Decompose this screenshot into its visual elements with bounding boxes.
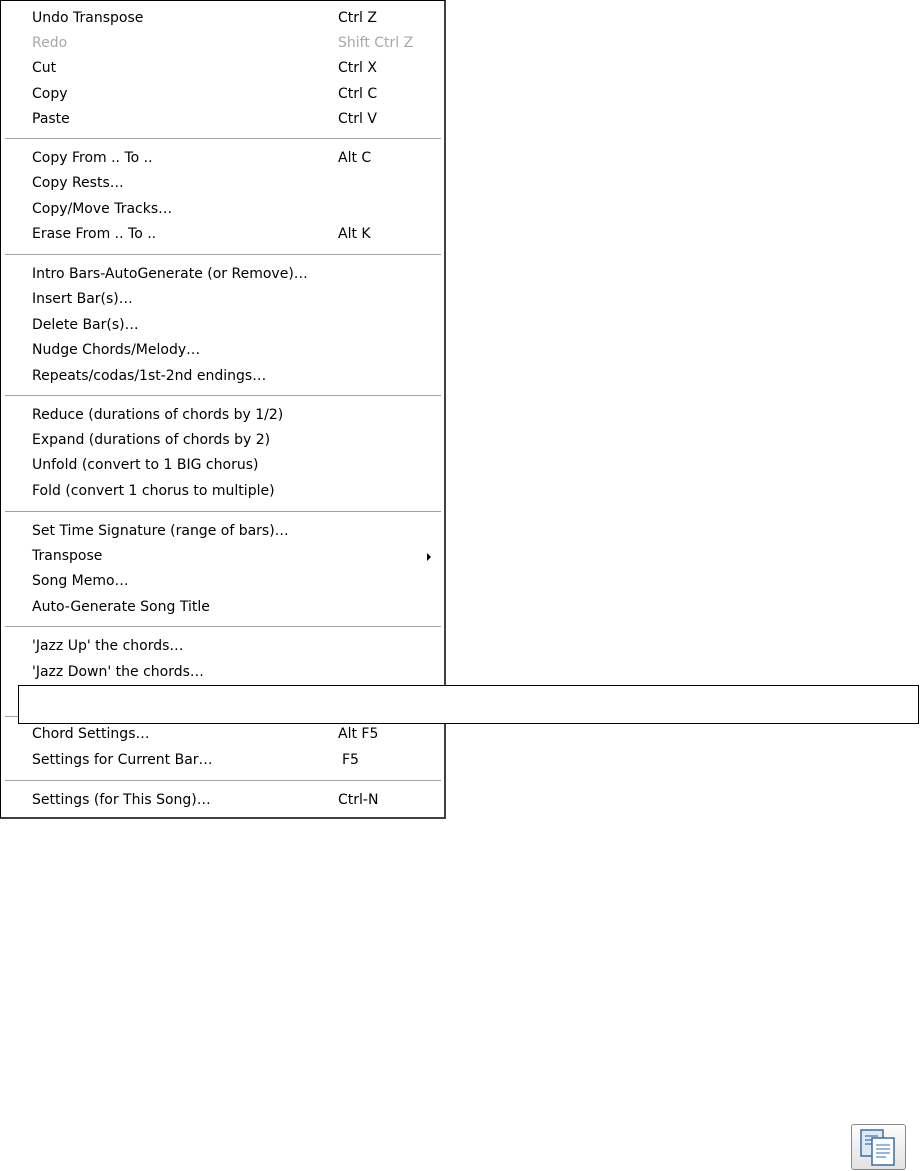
menu-item-label: Copy — [32, 86, 68, 102]
menu-item-copy-rests[interactable] — [5, 171, 441, 196]
menu-item-shortcut: Ctrl-N — [338, 792, 379, 808]
menu-item-undo[interactable] — [5, 6, 441, 31]
menu-item-erase-from-to[interactable] — [5, 222, 441, 247]
menu-item-label: Expand (durations of chords by 2) — [32, 432, 271, 448]
menu-item-label: Redo — [32, 35, 68, 51]
menu-item-settings-song[interactable] — [5, 788, 441, 813]
menu-item-label: Nudge Chords/Melody… — [32, 342, 201, 358]
menu-item-delete-bars[interactable] — [5, 313, 441, 338]
menu-item-shortcut: Alt C — [338, 150, 372, 166]
menu-item-copy[interactable] — [5, 82, 441, 107]
menu-item-label: Copy Rests… — [32, 175, 124, 191]
menu-item-shortcut: F5 — [342, 752, 359, 768]
menu-item-insert-bars[interactable] — [5, 287, 441, 312]
menu-item-set-time-signature[interactable] — [5, 519, 441, 544]
menu-item-shortcut: Alt F5 — [338, 726, 379, 742]
paste-button[interactable] — [851, 1124, 906, 1170]
menu-separator — [5, 780, 441, 782]
menu-item-label: Chord Settings… — [32, 726, 150, 742]
menu-item-label: Paste — [32, 111, 70, 127]
menu-item-label: Reduce (durations of chords by 1/2) — [32, 407, 284, 423]
menu-separator — [5, 138, 441, 140]
menu-item-paste[interactable] — [5, 107, 441, 132]
menu-separator — [5, 395, 441, 397]
menu-item-label: 'Jazz Up' the chords… — [32, 638, 184, 654]
menu-item-copy-from-to[interactable] — [5, 146, 441, 171]
menu-separator — [5, 511, 441, 513]
menu-item-copy-move-tracks[interactable] — [5, 197, 441, 222]
menu-item-label: Song Memo… — [32, 573, 129, 589]
menu-item-shortcut: Ctrl V — [338, 111, 377, 127]
menu-item-cut[interactable] — [5, 56, 441, 81]
menu-item-shortcut: Ctrl C — [338, 86, 378, 102]
menu-item-jazz-up[interactable] — [5, 634, 441, 659]
menu-item-label: Intro Bars-AutoGenerate (or Remove)… — [32, 266, 308, 282]
menu-item-label: 'Jazz Down' the chords… — [32, 664, 204, 680]
menu-item-shortcut: Alt K — [338, 226, 371, 242]
menu-item-label: Set Time Signature (range of bars)… — [32, 523, 289, 539]
empty-bordered-box — [18, 685, 919, 724]
menu-item-label: Repeats/codas/1st-2nd endings… — [32, 368, 267, 384]
menu-item-label: Copy/Move Tracks… — [32, 201, 173, 217]
menu-item-shortcut: Ctrl Z — [338, 10, 377, 26]
menu-item-label: Erase From .. To .. — [32, 226, 157, 242]
menu-item-shortcut: Shift Ctrl Z — [338, 35, 414, 51]
menu-separator — [5, 626, 441, 628]
menu-separator — [5, 254, 441, 256]
menu-item-label: Copy From .. To .. — [32, 150, 153, 166]
menu-item-expand[interactable] — [5, 428, 441, 453]
menu-item-nudge-chords[interactable] — [5, 338, 441, 363]
menu-item-reduce[interactable] — [5, 403, 441, 428]
menu-item-auto-generate-title[interactable] — [5, 595, 441, 620]
menu-item-song-memo[interactable] — [5, 569, 441, 594]
menu-item-redo — [5, 31, 441, 56]
menu-item-label: Settings (for This Song)… — [32, 792, 211, 808]
menu-item-label: Undo Transpose — [32, 10, 144, 26]
paste-icon — [858, 1128, 900, 1168]
menu-item-label: Unfold (convert to 1 BIG chorus) — [32, 457, 259, 473]
menu-item-fold[interactable] — [5, 479, 441, 504]
menu-item-shortcut: Ctrl X — [338, 60, 377, 76]
submenu-arrow-icon — [427, 553, 431, 561]
menu-item-unfold[interactable] — [5, 453, 441, 478]
menu-item-label: Auto-Generate Song Title — [32, 599, 210, 615]
menu-item-repeats-codas[interactable] — [5, 364, 441, 389]
menu-item-label: Cut — [32, 60, 57, 76]
menu-item-chord-settings[interactable] — [5, 722, 441, 747]
menu-item-intro-bars[interactable] — [5, 262, 441, 287]
menu-item-settings-current-bar[interactable] — [5, 748, 441, 773]
menu-item-transpose[interactable] — [5, 544, 441, 569]
menu-item-label: Transpose — [32, 548, 103, 564]
menu-item-label: Insert Bar(s)… — [32, 291, 133, 307]
menu-item-label: Settings for Current Bar… — [32, 752, 213, 768]
menu-item-label: Fold (convert 1 chorus to multiple) — [32, 483, 275, 499]
menu-item-label: Delete Bar(s)… — [32, 317, 139, 333]
menu-item-jazz-down[interactable] — [5, 660, 441, 685]
